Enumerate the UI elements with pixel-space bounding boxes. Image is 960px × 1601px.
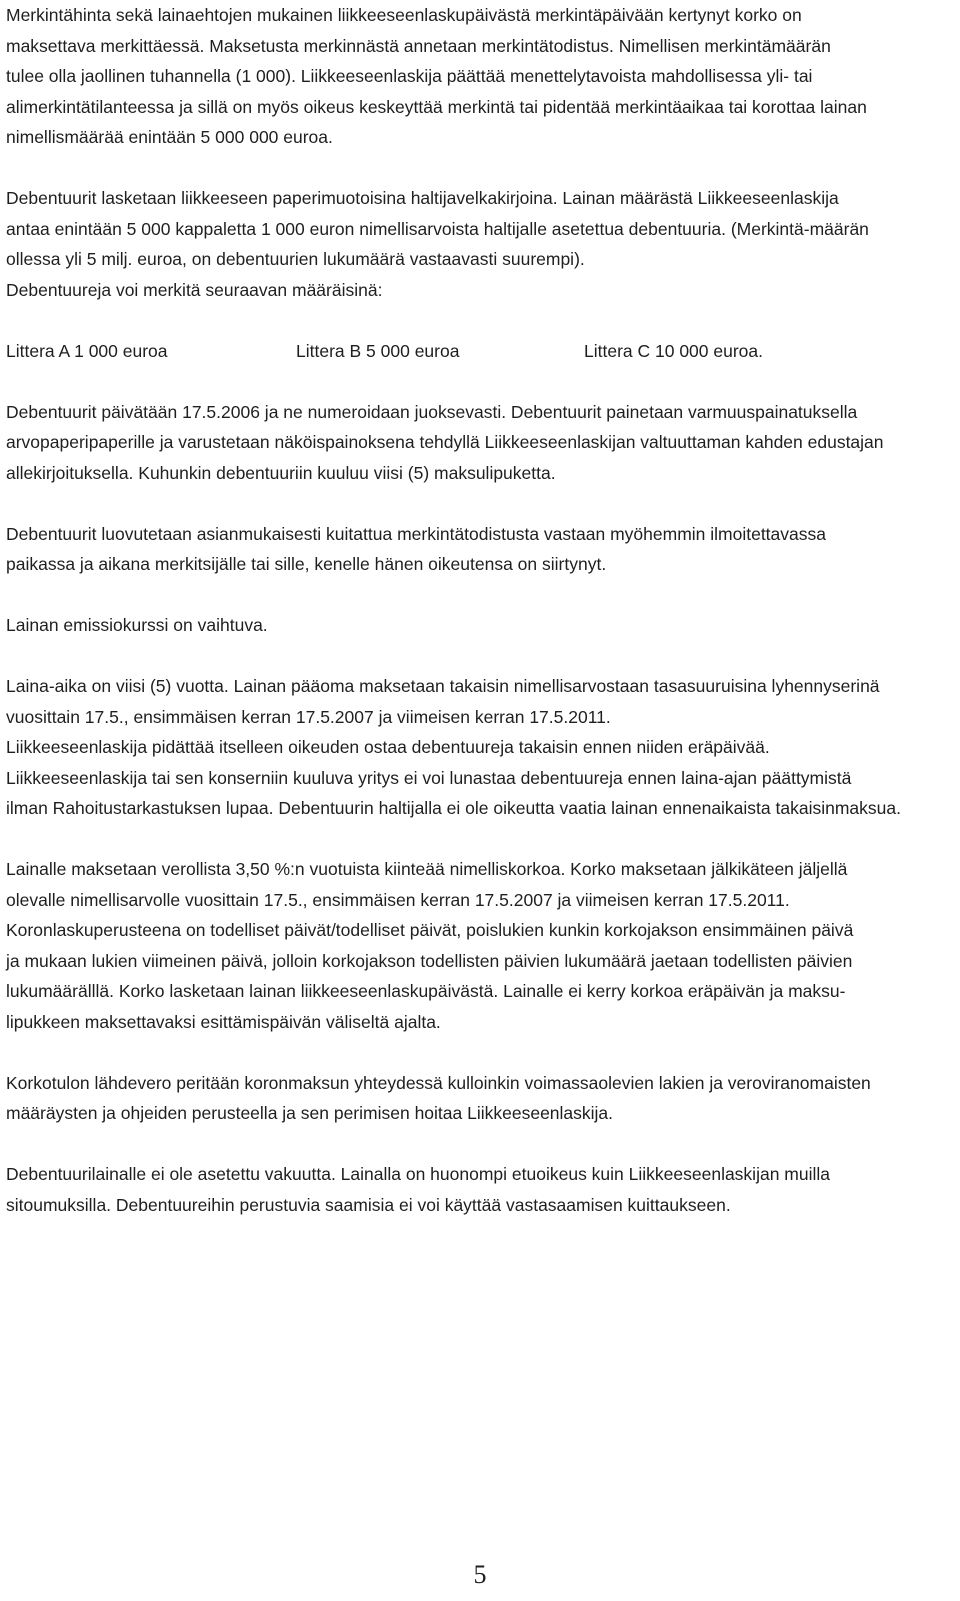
paragraph-issue-price: [6, 610, 950, 641]
paragraph-spacer: [6, 488, 950, 519]
littera-denominations: [6, 336, 950, 367]
text-line: Debentuurit luovutetaan asianmukaisesti kuitattua merkintätodistusta vastaan myöhemmin ilmoitettavassa: [6, 523, 826, 544]
text-line: allekirjoituksella. Kuhunkin debentuuriin kuuluu viisi (5) maksulipuketta.: [6, 462, 556, 483]
text-line: antaa enintään 5 000 kappaletta 1 000 euron nimellisarvoista haltijalle asetettua debentuuria. (Merkintä-määrän: [6, 218, 869, 239]
text-line: sitoumuksilla. Debentuureihin perustuvia saamisia ei voi käyttää vastasaamisen kuittaukseen.: [6, 1194, 731, 1215]
paragraph-interest: [6, 854, 950, 1037]
text-line: vuosittain 17.5., ensimmäisen kerran 17.5.2007 ja viimeisen kerran 17.5.2011.: [6, 706, 611, 727]
paragraph-spacer: [6, 1037, 950, 1068]
text-line: ollessa yli 5 milj. euroa, on debentuurien lukumäärä vastaavasti suurempi).: [6, 249, 585, 269]
paragraph-spacer: [6, 641, 950, 672]
text-line: ilman Rahoitustarkastuksen lupaa. Debentuurin haltijalla ei ole oikeutta vaatia lainan ennenaikaista takaisinmaksua.: [6, 798, 901, 818]
text-line: lipukkeen maksettavaksi esittämispäivän väliseltä ajalta.: [6, 1011, 441, 1032]
text-line: paikassa ja aikana merkitsijälle tai sille, kenelle hänen oikeutensa on siirtynyt.: [6, 554, 607, 574]
text-line: Debentuurit lasketaan liikkeeseen paperimuotoisina haltijavelkakirjoina. Lainan määrästä Liikkeeseenlaskija: [6, 188, 839, 208]
text-line: Liikkeeseenlaskija tai sen konserniin kuuluva yritys ei voi lunastaa debentuureja ennen laina-ajan päättymistä: [6, 767, 852, 788]
paragraph-spacer: [6, 305, 950, 336]
paragraph-spacer: [6, 824, 950, 855]
paragraph-subscription-price: [6, 0, 950, 153]
text-line: Laina-aika on viisi (5) vuotta. Lainan pääoma maksetaan takaisin nimellisarvostaan tasasuuruisina lyhennyserinä: [6, 676, 880, 696]
text-line: Lainan emissiokurssi on vaihtuva.: [6, 615, 268, 635]
littera-c: Littera C 10 000 euroa.: [584, 340, 764, 361]
text-line: Debentuurit päivätään 17.5.2006 ja ne numeroidaan juoksevasti. Debentuurit painetaan varmuuspainatuksella: [6, 401, 858, 422]
text-line: olevalle nimellisarvolle vuosittain 17.5., ensimmäisen kerran 17.5.2007 ja viimeisen kerran 17.5.2011.: [6, 889, 790, 910]
text-line: nimellismäärää enintään 5 000 000 euroa.: [6, 127, 333, 147]
text-line: määräysten ja ohjeiden perusteella ja sen perimisen hoitaa Liikkeeseenlaskija.: [6, 1103, 614, 1123]
text-line: lukumäärälllä. Korko lasketaan lainan liikkeeseenlaskupäivästä. Lainalle ei kerry korkoa eräpäivän ja maksu-: [6, 981, 846, 1001]
text-line: Korkotulon lähdevero peritään koronmaksun yhteydessä kulloinkin voimassaolevien lakien ja veroviranomaisten: [6, 1072, 871, 1093]
paragraph-withholding-tax: [6, 1068, 950, 1129]
text-line: Liikkeeseenlaskija pidättää itselleen oikeuden ostaa debentuureja takaisin ennen niiden eräpäivää.: [6, 737, 770, 757]
paragraph-loan-term: [6, 671, 950, 824]
text-line: Debentuureja voi merkitä seuraavan määräisinä:: [6, 279, 383, 300]
document-page: [6, 0, 950, 1220]
paragraph-spacer: [6, 366, 950, 397]
paragraph-spacer: [6, 1129, 950, 1160]
text-line: Koronlaskuperusteena on todelliset päivät/todelliset päivät, poislukien kunkin korkojakson ensimmäinen päivä: [6, 920, 854, 940]
littera-a: Littera A 1 000 euroa: [6, 340, 168, 361]
text-line: Merkintähinta sekä lainaehtojen mukainen liikkeeseenlaskupäivästä merkintäpäivään kertynyt korko on: [6, 5, 802, 25]
text-line: tulee olla jaollinen tuhannella (1 000). Liikkeeseenlaskija päättää menettelytavoista mahdollisessa yli- tai: [6, 66, 813, 86]
paragraph-debenture-dating: [6, 397, 950, 489]
paragraph-debenture-issue: [6, 183, 950, 305]
paragraph-spacer: [6, 153, 950, 184]
paragraph-delivery: [6, 519, 950, 580]
text-line: ja mukaan lukien viimeinen päivä, jolloin korkojakson todellisten päivien lukumäärä jaetaan todellisten päivien: [6, 950, 853, 971]
page-number: 5: [473, 1560, 487, 1589]
text-line: arvopaperipaperille ja varustetaan näköispainoksena tehdyllä Liikkeeseenlaskijan valtuuttaman kahden edustajan: [6, 432, 884, 452]
text-line: Lainalle maksetaan verollista 3,50 %:n vuotuista kiinteää nimelliskorkoa. Korko maksetaan jälkikäteen jäljellä: [6, 859, 848, 879]
paragraph-security: [6, 1159, 950, 1220]
text-line: alimerkintätilanteessa ja sillä on myös oikeus keskeyttää merkintä tai pidentää merkintäaikaa tai korottaa lainan: [6, 96, 867, 117]
text-line: maksettava merkittäessä. Maksetusta merkinnästä annetaan merkintätodistus. Nimellisen merkintämäärän: [6, 35, 831, 56]
littera-b: Littera B 5 000 euroa: [296, 340, 460, 361]
paragraph-spacer: [6, 580, 950, 611]
text-line: Debentuurilainalle ei ole asetettu vakuutta. Lainalla on huonompi etuoikeus kuin Liikkeeseenlaskijan muilla: [6, 1164, 830, 1184]
